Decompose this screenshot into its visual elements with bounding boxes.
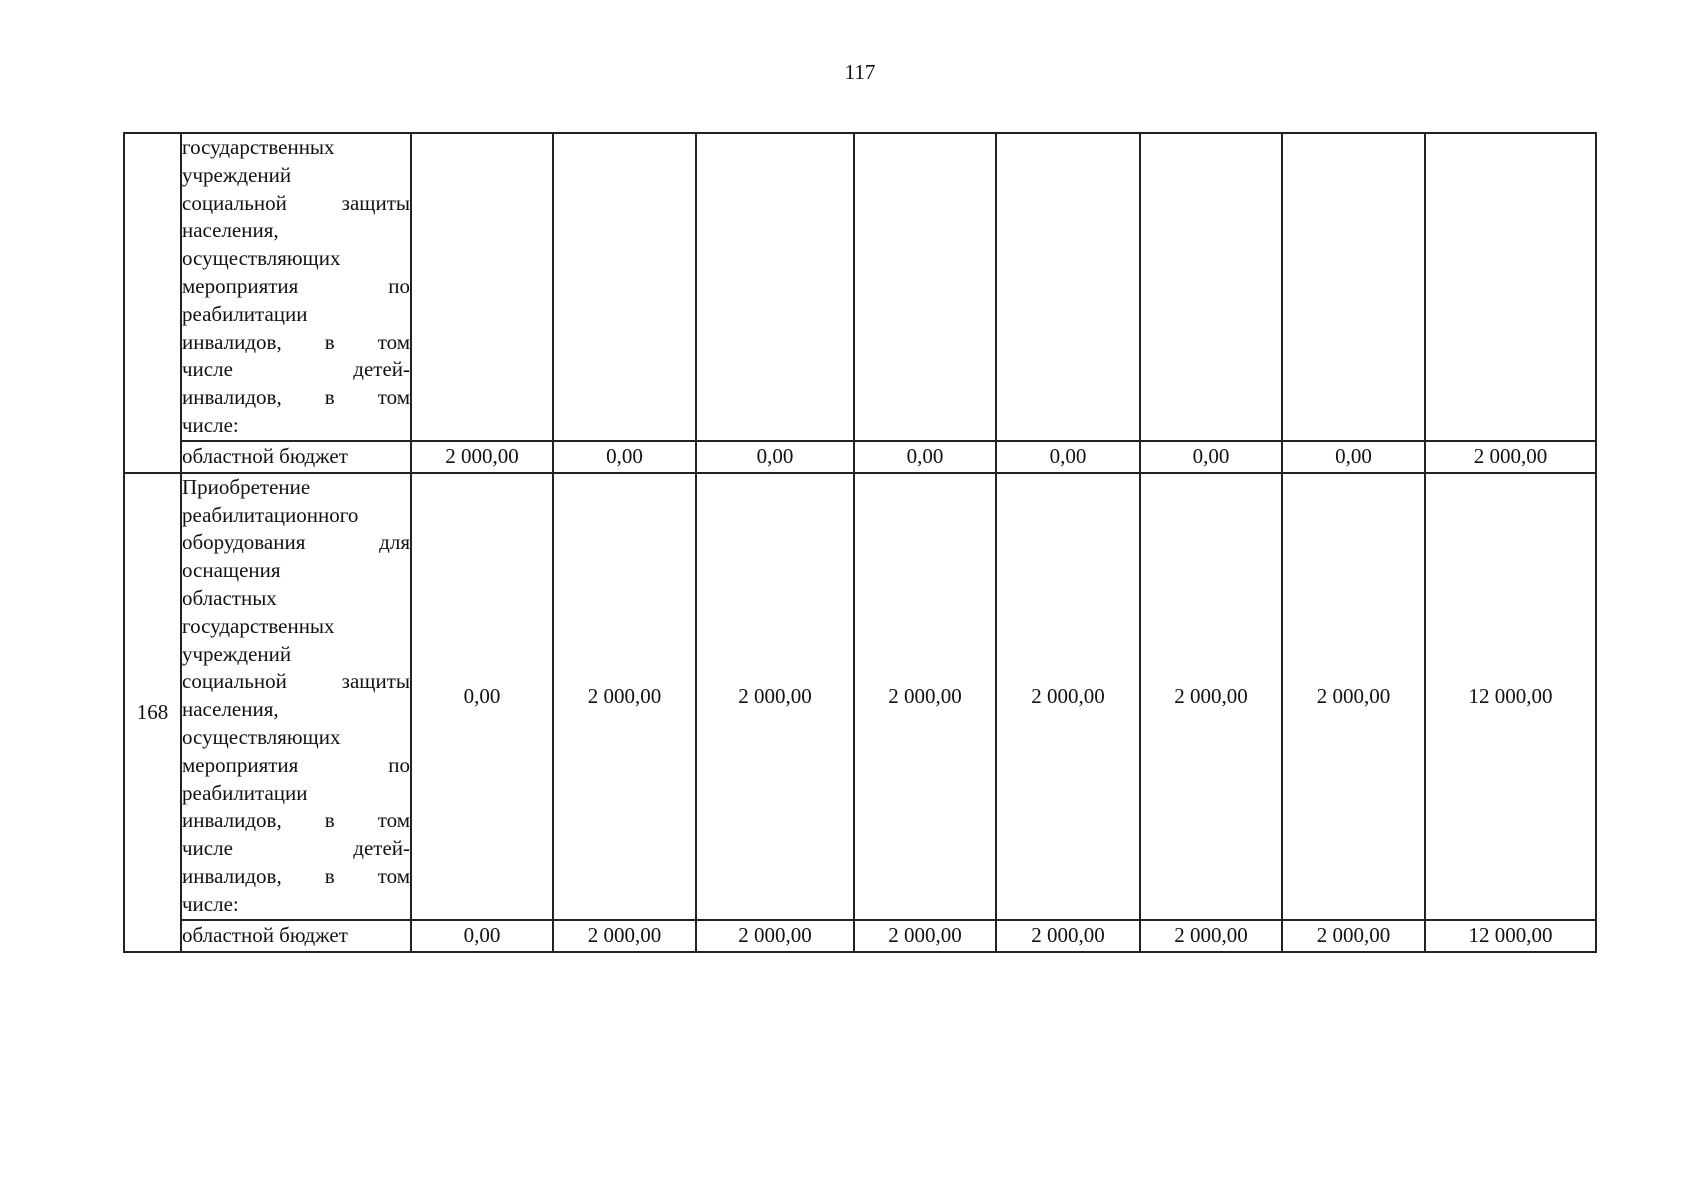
value-cell: 12 000,00 <box>1425 920 1596 952</box>
description-line: числе: <box>182 891 239 916</box>
value-cell: 0,00 <box>996 441 1140 473</box>
empty-cell <box>411 133 553 441</box>
value-cell: 2 000,00 <box>553 473 696 920</box>
description-line: реабилитационного <box>182 502 359 527</box>
empty-cell <box>854 133 996 441</box>
description-line: учреждений <box>182 641 292 666</box>
description-line: числе: <box>182 412 239 437</box>
funding-source: областной бюджет <box>181 920 411 952</box>
table-row <box>124 441 1596 473</box>
value-cell: 0,00 <box>553 441 696 473</box>
empty-cell <box>696 133 854 441</box>
description-line: населения, <box>182 697 279 722</box>
value-cell: 2 000,00 <box>1425 441 1596 473</box>
empty-cell <box>1282 133 1425 441</box>
empty-cell <box>1425 133 1596 441</box>
row-description <box>181 133 411 441</box>
empty-cell <box>553 133 696 441</box>
value-cell: 2 000,00 <box>1282 920 1425 952</box>
value-cell: 2 000,00 <box>411 441 553 473</box>
value-cell: 0,00 <box>411 920 553 952</box>
value-cell: 0,00 <box>1140 441 1282 473</box>
description-line: областных <box>182 586 277 611</box>
value-cell: 0,00 <box>696 441 854 473</box>
description-line: учреждений <box>182 162 292 187</box>
row-description <box>181 473 411 920</box>
value-cell: 12 000,00 <box>1425 473 1596 920</box>
table-row <box>124 133 1596 441</box>
value-cell: 2 000,00 <box>854 473 996 920</box>
value-cell: 2 000,00 <box>996 473 1140 920</box>
funding-source: областной бюджет <box>181 441 411 473</box>
description-line: оснащения <box>182 558 281 583</box>
description-line: осуществляющих <box>182 725 341 750</box>
description-line: государственных <box>182 613 335 638</box>
row-index-cell: 168 <box>124 473 181 952</box>
table-row <box>124 920 1596 952</box>
description-line: инвалидов, в том <box>182 329 410 354</box>
value-cell: 0,00 <box>411 473 553 920</box>
description-line: социальной защиты <box>182 669 410 694</box>
value-cell: 2 000,00 <box>854 920 996 952</box>
value-cell: 2 000,00 <box>996 920 1140 952</box>
description-line: инвалидов, в том <box>182 864 410 889</box>
row-index-cell <box>124 133 181 473</box>
value-cell: 0,00 <box>854 441 996 473</box>
description-line: реабилитации <box>182 780 308 805</box>
value-cell: 2 000,00 <box>553 920 696 952</box>
empty-cell <box>996 133 1140 441</box>
budget-table <box>123 132 1597 953</box>
value-cell: 0,00 <box>1282 441 1425 473</box>
description-line: государственных <box>182 135 335 159</box>
description-line: осуществляющих <box>182 246 341 271</box>
value-cell: 2 000,00 <box>1140 473 1282 920</box>
description-line: реабилитации <box>182 301 308 326</box>
value-cell: 2 000,00 <box>696 473 854 920</box>
value-cell: 2 000,00 <box>696 920 854 952</box>
page-number: 117 <box>844 60 876 84</box>
description-line: мероприятия по <box>182 273 410 298</box>
description-line: числе детей- <box>182 357 410 382</box>
value-cell: 2 000,00 <box>1140 920 1282 952</box>
description-line: мероприятия по <box>182 752 410 777</box>
table-row <box>124 473 1596 920</box>
description-line: социальной защиты <box>182 190 410 215</box>
description-line: оборудования для <box>182 530 410 555</box>
value-cell: 2 000,00 <box>1282 473 1425 920</box>
empty-cell <box>1140 133 1282 441</box>
description-line: населения, <box>182 218 279 243</box>
description-line: числе детей- <box>182 836 410 861</box>
description-line: инвалидов, в том <box>182 808 410 833</box>
description-line: инвалидов, в том <box>182 385 410 410</box>
description-line: Приобретение <box>182 474 311 499</box>
